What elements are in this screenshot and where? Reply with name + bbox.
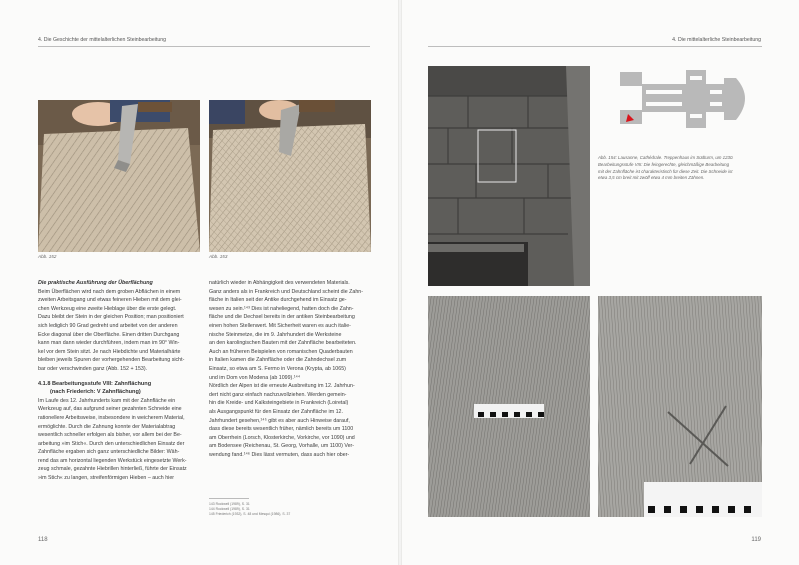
text-line: ermöglichte. Durch die Zahnung konnte der Materialabtrag — [38, 423, 176, 430]
left-header-rule — [38, 46, 370, 47]
figure-152-caption: Abb. 152 — [38, 254, 57, 259]
caption-line: Bearbeitungsstufe VIII: Die feingerechte, gleichmäßige Bearbeitung — [598, 161, 730, 167]
footnotes — [209, 502, 290, 517]
text-line: bar oder verschwinden ganz (Abb. 152 + 153). — [38, 365, 148, 372]
text-line: wesen zu sein.¹⁴³ Dies ist naheliegend, hatten doch die Zahn- — [209, 305, 354, 312]
text-line: hin die Kreide- und Kalksteingebiete in Frankreich (Loiretal) — [209, 400, 349, 407]
text-line: Jahrhundert gesehen,¹⁴⁵ gibt es aber auch Hinweise darauf, — [209, 417, 350, 424]
text-line: bleiben jeweils Spuren der vorhergehenden Bearbeitung sicht- — [38, 357, 185, 364]
figure-154-caption — [598, 155, 734, 182]
section-subtitle: (nach Friederich: V Zahnflächung) — [50, 389, 141, 396]
stone-surface-detail-photo — [428, 296, 590, 517]
staircase-photo — [428, 66, 590, 286]
text-line: Auch an früheren Beispielen von romanischen Quaderbauten — [209, 348, 353, 355]
figure-153-photo — [209, 100, 371, 252]
footnote: 144 Rockwell (1989), S. 31 — [209, 507, 250, 511]
text-line: am Bodensee (Reichenau, St. Georg, Vorhalle, um 1100) Ver- — [209, 443, 355, 450]
left-page-number: 118 — [38, 537, 48, 543]
text-line: Dazu bleibt der Stein in der gleichen Position; man positioniert — [38, 314, 184, 321]
right-header-rule — [428, 46, 762, 47]
text-line: nische Steinmetze, die im 9. Jahrhundert die Werksteine — [209, 331, 342, 338]
text-line: kel vor dem Stein sitzt. Je nach Hiebdichte und Materialhärte — [38, 348, 181, 355]
caption-line: etwa 3,5 cm breit mit zwölf etwa 4 mm breiten Zähnen. — [598, 175, 705, 181]
left-running-head: 4. Die Geschichte der mittelalterlichen Steinbearbeitung — [38, 37, 167, 43]
text-line: Beim Überflächen wird nach dem groben Abflächen in einem — [38, 288, 181, 295]
figure-152-photo — [38, 100, 200, 252]
right-text-column — [209, 279, 375, 459]
right-running-head: 4. Die mittelalterliche Steinbearbeitung — [672, 37, 761, 43]
text-line: dass diese bereits wesentlich früher, nämlich bereits um 1100 — [209, 426, 354, 433]
text-line: Ecke diagonal über die Oberfläche. Einen dritten Durchgang — [38, 331, 180, 338]
caption-line: Abb. 154: Lausanne, Cathédrale. Treppenhaus im Südturm, um 1230. — [598, 155, 734, 160]
book-gutter — [398, 0, 402, 565]
left-text-column — [38, 279, 204, 483]
footnote-rule — [209, 498, 249, 499]
text-line: Werkzeug auf, das aufgrund seiner gezahnten Schneide eine — [38, 406, 182, 413]
text-line: wendung fand.¹⁴⁶ Dies lässt vermuten, dass auch hier ober- — [209, 451, 350, 458]
text-line: einen hohen Stellenwert. Mit Sicherheit waren es auch italie- — [209, 322, 351, 329]
text-line: an den karolingischen Bauten mit der Zahnfläche bearbeiteten. — [209, 340, 357, 347]
text-line: Ganz anders als in Frankreich und Deutschland scheint die Zahn- — [209, 288, 363, 295]
text-line: fläche und die Dechsel bereits in der antiken Steinbearbeitung — [209, 314, 355, 321]
text-line: natürlich wieder in Abhängigkeit des verwendeten Materials. — [209, 280, 350, 286]
text-line: in Italien kamen die Zahnfläche oder die Zahndechsel zum — [209, 357, 347, 364]
section-title: 4.1.8 Bearbeitungsstufe VIII: Zahnflächung — [38, 380, 152, 387]
text-line: kann man dann wieder durchführen, indem man im 90° Win- — [38, 340, 180, 347]
text-line: rend das am horizontal liegenden Werkstück eingesetzte Werk- — [38, 457, 187, 464]
right-page-number: 119 — [751, 537, 761, 543]
text-line: wesentlich schneller erfolgen als bisher, vor allem bei der Be- — [38, 432, 182, 439]
text-line: als Ausgangspunkt für den Einsatz der Zahnfläche im 12. — [209, 408, 343, 415]
text-line: dert nicht ganz einfach nachzuvollziehen. Werden gemein- — [209, 391, 347, 398]
footnote: 143 Rockwell (1989), S. 31 — [209, 502, 250, 506]
text-line: zweiten Arbeitsgang und etwas feineren Hieben mit dem glei- — [38, 297, 182, 304]
cathedral-floor-plan — [604, 64, 762, 140]
text-line: Einsatz, so etwa am S. Fermo in Verona (Krypta, ab 1065) — [209, 365, 346, 372]
text-line: chen Werkzeug eine zweite Hieblage über die erste gelegt. — [38, 305, 177, 312]
text-line: rationellere Arbeitsweise, insbesondere in weicherem Material, — [38, 414, 185, 421]
text-line: Nördlich der Alpen ist die erneute Ausbreitung im 12. Jahrhun- — [209, 383, 355, 390]
text-line: zeug schmale, gezahnte Hiebrillen hinterließ, führte der Einsatz — [38, 466, 187, 473]
subheading-ueberflaechung: Die praktische Ausführung der Überflächung — [38, 280, 153, 286]
text-line: »im Stich« zu langen, streifenförmigen Hieben – auch hier — [38, 475, 175, 482]
stone-surface-mark-photo — [598, 296, 762, 517]
footnote: 145 Friederich (1932), S. 48 und Mesqui (1986), S. 37 — [209, 512, 291, 516]
text-line: Im Laufe des 12. Jahrhunderts kam mit der Zahnfläche ein — [38, 397, 176, 404]
text-line: sich lediglich 90 Grad gedreht und arbeitet von der anderen — [38, 322, 178, 329]
text-line: fläche in Italien seit der Antike durchgehend im Einsatz ge- — [209, 297, 347, 304]
scale-ruler — [644, 482, 762, 517]
text-line: arbeitung »im Stich«. Durch den unterschiedlichen Einsatz der — [38, 440, 185, 447]
caption-line: mit der Zahnfläche ist charakteristisch für diese Zeit. Die Schneide ist — [598, 168, 733, 174]
text-line: und im Dom von Modena (ab 1099).¹⁴⁴ — [209, 374, 301, 381]
text-line: am Oberrhein (Lorsch, Klosterkirche, Vorkirche, vor 1090) und — [209, 434, 355, 441]
text-line: Zahnfläche ergaben sich ganz unterschiedliche Bilder: Wäh- — [38, 449, 180, 456]
figure-153-caption: Abb. 153 — [209, 254, 228, 259]
scale-ruler — [474, 404, 544, 418]
